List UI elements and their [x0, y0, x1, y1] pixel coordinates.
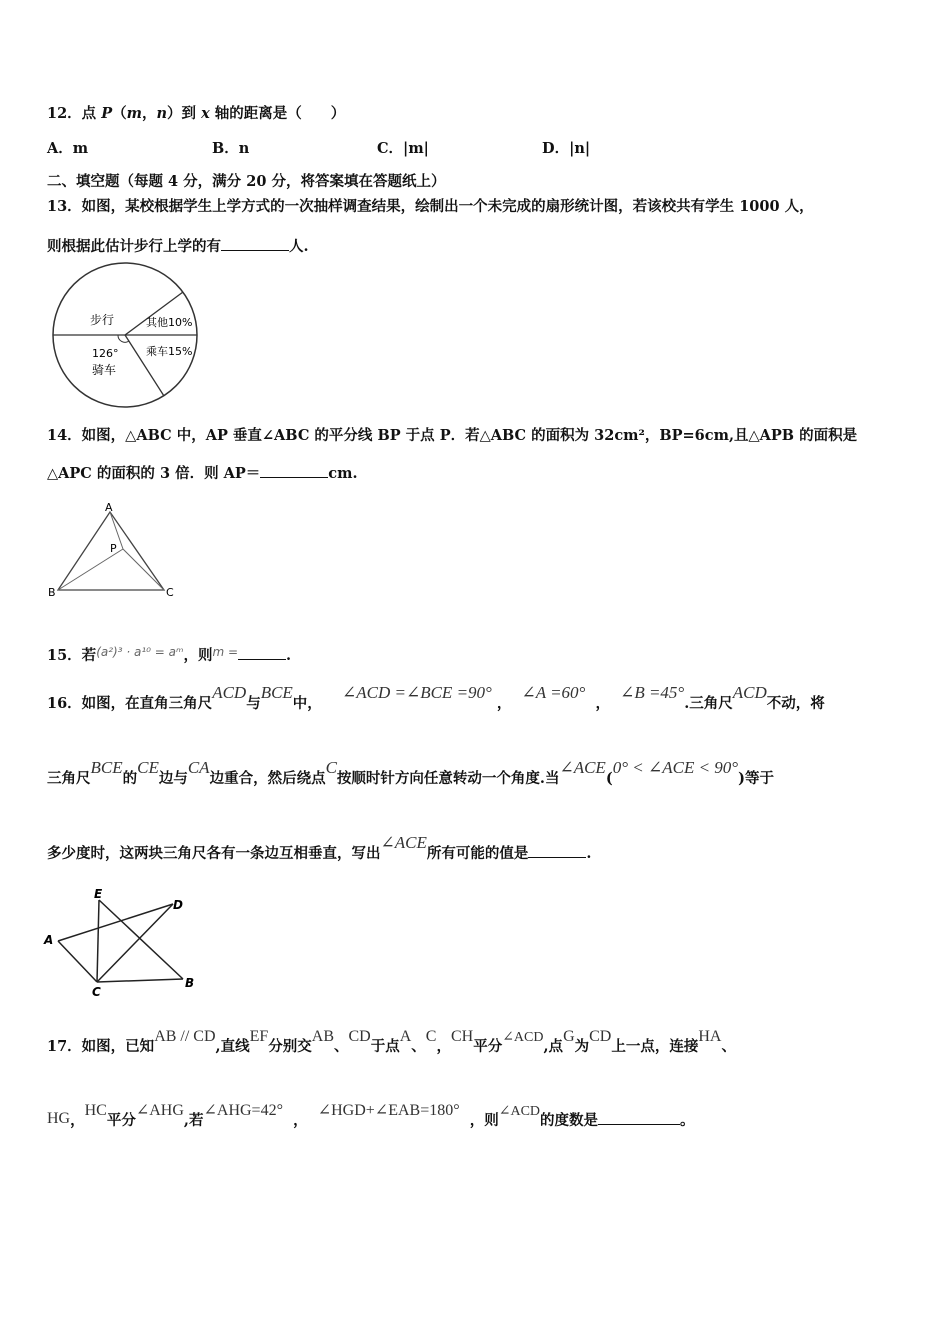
pie-label-walk: 步行: [90, 313, 115, 327]
q16-math: 0° < ∠ACE < 90°: [612, 758, 739, 777]
q17-text: 上一点，连接: [611, 1038, 699, 1055]
q12-stem: [47, 104, 345, 124]
q17-text: ,点: [543, 1038, 564, 1055]
q12-var-n: n: [156, 105, 168, 122]
q16-answer-blank: [528, 843, 586, 858]
q13-line2: [47, 236, 309, 257]
q16-text: 与: [246, 695, 261, 712]
q16-math: ∠A =60°: [521, 683, 586, 702]
q17-math: ∠AHG: [135, 1102, 184, 1119]
q16-math: C: [325, 758, 337, 777]
q14-line2: [47, 463, 358, 484]
q12-text: ，: [141, 105, 157, 122]
q15-answer-blank: [238, 645, 286, 660]
q12-text: （: [112, 105, 127, 122]
q17-answer-blank: [598, 1110, 680, 1125]
q17-line2: [47, 1102, 695, 1132]
q17-math: CD: [589, 1028, 612, 1045]
q17-text: 、: [334, 1038, 349, 1055]
section-heading: 二、填空题（每题 4 分，满分 20 分，将答案填在答题纸上）: [47, 173, 446, 190]
q12-option-c: C．|m|: [377, 140, 429, 157]
q15-formula: (a²)³ · a¹⁰ = aᵐ: [96, 645, 184, 659]
q16-text: 按顺时针方向任意转动一个角度.当: [336, 770, 560, 787]
q17-text: 为: [574, 1038, 590, 1055]
q17-text: 平分: [106, 1112, 136, 1129]
q16-math: ∠ACE: [559, 758, 606, 777]
q14-text: △APC 的面积的 3 倍．则 AP＝: [47, 465, 261, 482]
q12-text: ）到: [167, 105, 202, 122]
q12-text: 轴的距离是（ ）: [209, 105, 346, 122]
segment-cb: [97, 979, 183, 982]
q17-math: AB // CD: [154, 1028, 216, 1045]
q16-math: ∠ACE: [380, 833, 427, 852]
q17-math: HA: [698, 1028, 722, 1045]
q16-text: (: [605, 770, 613, 787]
q15-var: m =: [212, 645, 239, 659]
q15-line: [47, 645, 291, 666]
q17-text: 分别交: [268, 1038, 312, 1055]
q15-text: 15．若: [47, 647, 97, 664]
q16-math: CE: [137, 758, 159, 777]
pie-label-bike: 骑车: [92, 363, 117, 377]
q16-math: ACD: [732, 683, 767, 702]
q16-text: 16．如图，在直角三角尺: [47, 695, 213, 712]
q16-text: 三角尺: [47, 770, 91, 787]
q16-text: .: [586, 845, 592, 862]
q16-text: 多少度时，这两块三角尺各有一条边互相垂直，写出: [47, 845, 381, 862]
q17-text: ,直线: [215, 1038, 250, 1055]
q12-text: 12．点: [47, 105, 102, 122]
q16-text: 的: [122, 770, 138, 787]
q14-answer-blank: [260, 463, 328, 478]
q17-text: 、: [411, 1038, 426, 1055]
q14-triangle-figure: [46, 500, 186, 602]
q16-math: ∠B =45°: [620, 683, 685, 702]
q17-text: 平分: [473, 1038, 503, 1055]
q12-option-b: B．n: [212, 140, 250, 157]
q17-text: ，: [436, 1038, 451, 1055]
label-a: A: [44, 933, 54, 947]
q14-line1: 14．如图，△ABC 中，AP 垂直∠ABC 的平分线 BP 于点 P．若△ABC 的面积为 32cm²，BP=6cm,且△APB 的面积是: [47, 427, 858, 444]
q16-math: CA: [187, 758, 210, 777]
q13-answer-blank: [221, 236, 289, 251]
q16-text: ，: [595, 695, 610, 712]
segment-ac: [58, 941, 97, 982]
q16-math: ACD: [212, 683, 247, 702]
q12-option-a: A．m: [47, 140, 89, 157]
segment-bp: [58, 549, 123, 590]
q17-math: A: [399, 1028, 412, 1045]
q17-math: ∠ACD: [502, 1030, 544, 1045]
q16-text: .三角尺: [684, 695, 733, 712]
pie-label-angle: 126°: [92, 347, 119, 360]
label-d: D: [173, 898, 183, 912]
pie-label-car: 乘车15%: [146, 345, 193, 358]
q17-text: 。: [680, 1112, 695, 1129]
q17-math: ∠AHG=42°: [203, 1102, 283, 1119]
q17-math: HG: [47, 1110, 71, 1127]
q16-text: 边与: [158, 770, 188, 787]
q17-math: C: [425, 1028, 437, 1045]
q16-text: 中，: [292, 695, 322, 712]
q17-math: AB: [311, 1028, 334, 1045]
q17-math: CH: [450, 1028, 474, 1045]
q16-math: BCE: [90, 758, 123, 777]
q12-var-x: x: [201, 105, 210, 122]
label-b: B: [185, 976, 195, 990]
q13-text: 人.: [289, 238, 309, 255]
q16-line2: [47, 758, 774, 789]
q17-math: CD: [348, 1028, 371, 1045]
label-c: C: [166, 586, 174, 599]
q17-math: EF: [249, 1028, 269, 1045]
q13-line1: 13．如图，某校根据学生上学方式的一次抽样调查结果，绘制出一个未完成的扇形统计图，若该校共有学生 1000 人，: [47, 198, 814, 215]
q16-text: 所有可能的值是: [426, 845, 529, 862]
q17-text: ，: [70, 1112, 85, 1129]
q17-text: ，: [293, 1112, 308, 1129]
q14-text: cm.: [328, 465, 358, 482]
q17-text: 的度数是: [540, 1112, 599, 1129]
q17-text: 于点: [370, 1038, 400, 1055]
label-b: B: [48, 586, 56, 599]
q17-math: ∠ACD: [498, 1104, 541, 1119]
q13-text: 则根据此估计步行上学的有: [47, 238, 221, 255]
segment-ec: [97, 900, 99, 982]
q17-text: ，则: [469, 1112, 499, 1129]
q17-math: ∠HGD+∠EAB=180°: [317, 1102, 460, 1119]
q16-text: ，: [496, 695, 512, 712]
q16-math: ∠ACD =∠BCE =90°: [342, 683, 492, 702]
q16-math: BCE: [260, 683, 293, 702]
label-c: C: [92, 985, 101, 999]
q16-text: 边重合，然后绕点: [209, 770, 326, 787]
label-a: A: [105, 501, 113, 514]
q17-math: G: [563, 1028, 575, 1045]
q15-text: .: [286, 647, 292, 664]
q16-text: )等于: [738, 770, 774, 787]
label-e: E: [94, 887, 103, 901]
q15-text: ，则: [183, 647, 213, 664]
pie-label-other: 其他10%: [146, 316, 193, 329]
q12-var-m: m: [126, 105, 142, 122]
segment-pc: [123, 549, 164, 590]
q16-text: 不动，将: [766, 695, 825, 712]
q17-line1: [47, 1028, 736, 1058]
q16-line1: [47, 683, 825, 714]
q12-option-d: D．|n|: [542, 140, 591, 157]
q16-line3: [47, 833, 592, 864]
q17-text: 17．如图，已知: [47, 1038, 155, 1055]
q13-pie-chart: [50, 262, 205, 410]
q17-math: HC: [84, 1102, 107, 1119]
label-p: P: [110, 542, 117, 555]
q17-text: 、: [721, 1038, 736, 1055]
q16-triangles-figure: [40, 884, 200, 1002]
q17-text: ,若: [183, 1112, 204, 1129]
q12-var-p: P: [101, 105, 113, 122]
